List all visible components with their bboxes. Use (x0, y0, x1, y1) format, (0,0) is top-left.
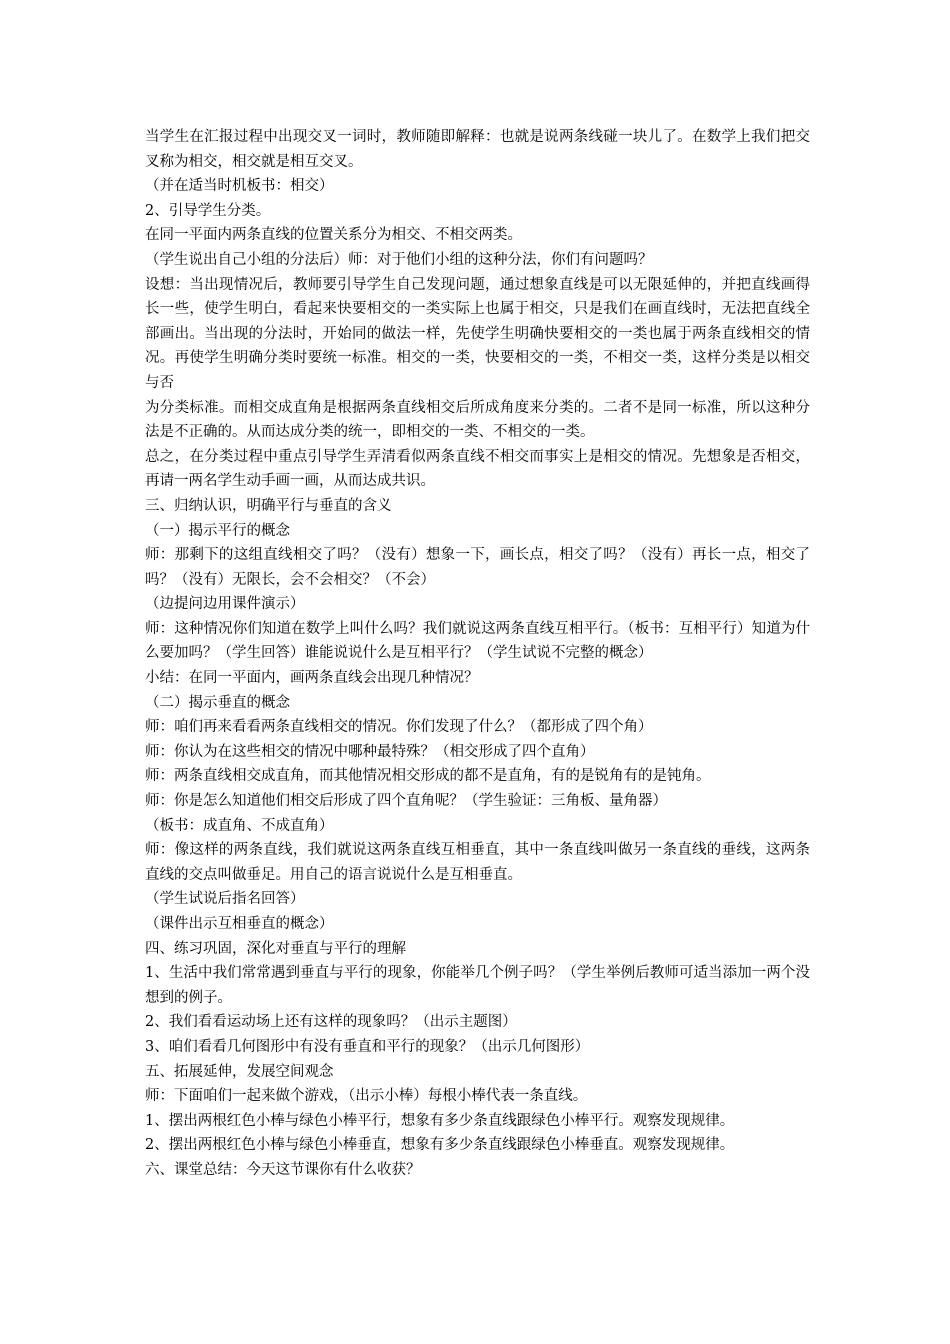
paragraph-exercise-1: 1、生活中我们常常遇到垂直与平行的现象，你能举几个例子吗？（学生举例后教师可适当添加一两个没想到的例子。 (145, 965, 810, 1006)
paragraph-perpendicular-3: 师：两条直线相交成直角，而其他情况相交形成的都不是直角，有的是锐角有的是钝角。 (145, 768, 711, 785)
paragraph-perpendicular-definition: 师：像这样的两条直线，我们就说这两条直线互相垂直，其中一条直线叫做另一条直线的垂线，这两条直线的交点叫做垂足。用自己的语言说说什么是互相垂直。 (145, 842, 810, 883)
paragraph-explanation-intersect: 当学生在汇报过程中出现交叉一词时，教师随即解释：也就是说两条线碰一块儿了。在数学上我们把交叉称为相交，相交就是相互交叉。 (145, 129, 810, 170)
paragraph-step-classify: 2、引导学生分类。 (145, 202, 271, 219)
section-heading-4: 四、练习巩固，深化对垂直与平行的理解 (145, 940, 406, 957)
paragraph-classification-standard: 为分类标准。而相交成直角是根据两条直线相交后所成角度来分类的。二者不是同一标准，所以这种分法是不正确的。从而达成分类的统一，即相交的一类、不相交的一类。 (145, 399, 810, 441)
paragraph-courseware-concept: （课件出示互相垂直的概念） (145, 916, 334, 932)
paragraph-perpendicular-1: 师：咱们再来看看两条直线相交的情况。你们发现了什么？（都形成了四个角） (145, 719, 653, 736)
paragraph-student-answer: （学生试说后指名回答） (145, 891, 305, 908)
paragraph-summary: 总之，在分类过程中重点引导学生弄清看似两条直线不相交而事实上是相交的情况。先想象是否相交，再请一两名学生动手画一画，从而达成共识。 (145, 448, 810, 490)
paragraph-courseware-demo: （边提问边用课件演示） (145, 596, 305, 613)
paragraph-parallel-dialogue: 师：那剩下的这组直线相交了吗？（没有）想象一下，画长点，相交了吗？（没有）再长一点，相交了吗？（没有）无限长，会不会相交？（不会） (145, 547, 810, 588)
paragraph-game-intro: 师：下面咱们一起来做个游戏，（出示小棒）每根小棒代表一条直线。 (145, 1088, 588, 1105)
paragraph-classification-rule: 在同一平面内两条直线的位置关系分为相交、不相交两类。 (145, 227, 522, 244)
paragraph-exercise-3: 3、咱们看看几何图形中有没有垂直和平行的现象？（出示几何图形） (145, 1038, 590, 1055)
paragraph-board-note-intersect: （并在适当时机板书：相交） (145, 178, 334, 195)
section-heading-5: 五、拓展延伸，发展空间观念 (145, 1063, 334, 1080)
paragraph-board-note-angles: （板书：成直角、不成直角） (145, 817, 334, 834)
subsection-heading-parallel: （一）揭示平行的概念 (145, 522, 290, 539)
paragraph-game-parallel: 1、摆出两根红色小棒与绿色小棒平行，想象有多少条直线跟绿色小棒平行。观察发现规律。 (145, 1112, 735, 1129)
section-heading-3: 三、归纳认识，明确平行与垂直的含义 (145, 497, 392, 514)
paragraph-perpendicular-4: 师：你是怎么知道他们相交后形成了四个直角呢？（学生验证：三角板、量角器） (145, 793, 667, 810)
paragraph-game-perpendicular: 2、摆出两根红色小棒与绿色小棒垂直，想象有多少条直线跟绿色小棒垂直。观察发现规律。 (145, 1137, 735, 1154)
paragraph-parallel-definition: 师：这种情况你们知道在数学上叫什么吗？我们就说这两条直线互相平行。（板书：互相平行）知道为什么要加吗？（学生回答）谁能说说什么是互相平行？（学生试说不完整的概念） (145, 620, 810, 662)
document-body (145, 125, 810, 1183)
subsection-heading-perpendicular: （二）揭示垂直的概念 (145, 694, 290, 711)
paragraph-teacher-question: （学生说出自己小组的分法后）师：对于他们小组的这种分法，你们有问题吗？ (145, 251, 653, 268)
paragraph-parallel-summary: 小结：在同一平面内，画两条直线会出现几种情况？ (145, 670, 479, 687)
paragraph-perpendicular-2: 师：你认为在这些相交的情况中哪种最特殊？（相交形成了四个直角） (145, 743, 595, 760)
section-heading-6: 六、课堂总结：今天这节课你有什么收获？ (145, 1161, 421, 1178)
paragraph-exercise-2: 2、我们看看运动场上还有这样的现象吗？（出示主题图） (145, 1014, 517, 1031)
paragraph-hypothesis: 设想：当出现情况后，教师要引导学生自己发现问题，通过想象直线是可以无限延伸的，并把直线画得长一些，使学生明白，看起来快要相交的一类实际上也属于相交，只是我们在画直线时，无法把直线全部画出。当出现的分法时，开始同的做法一样，先使学生明确快要相交的一类也属于两条直线相交的情况。再使学生明确分类时要统一标准。相交的一类，快要相交的一类，不相交一类，这样分类是以相交与否 (145, 276, 810, 391)
